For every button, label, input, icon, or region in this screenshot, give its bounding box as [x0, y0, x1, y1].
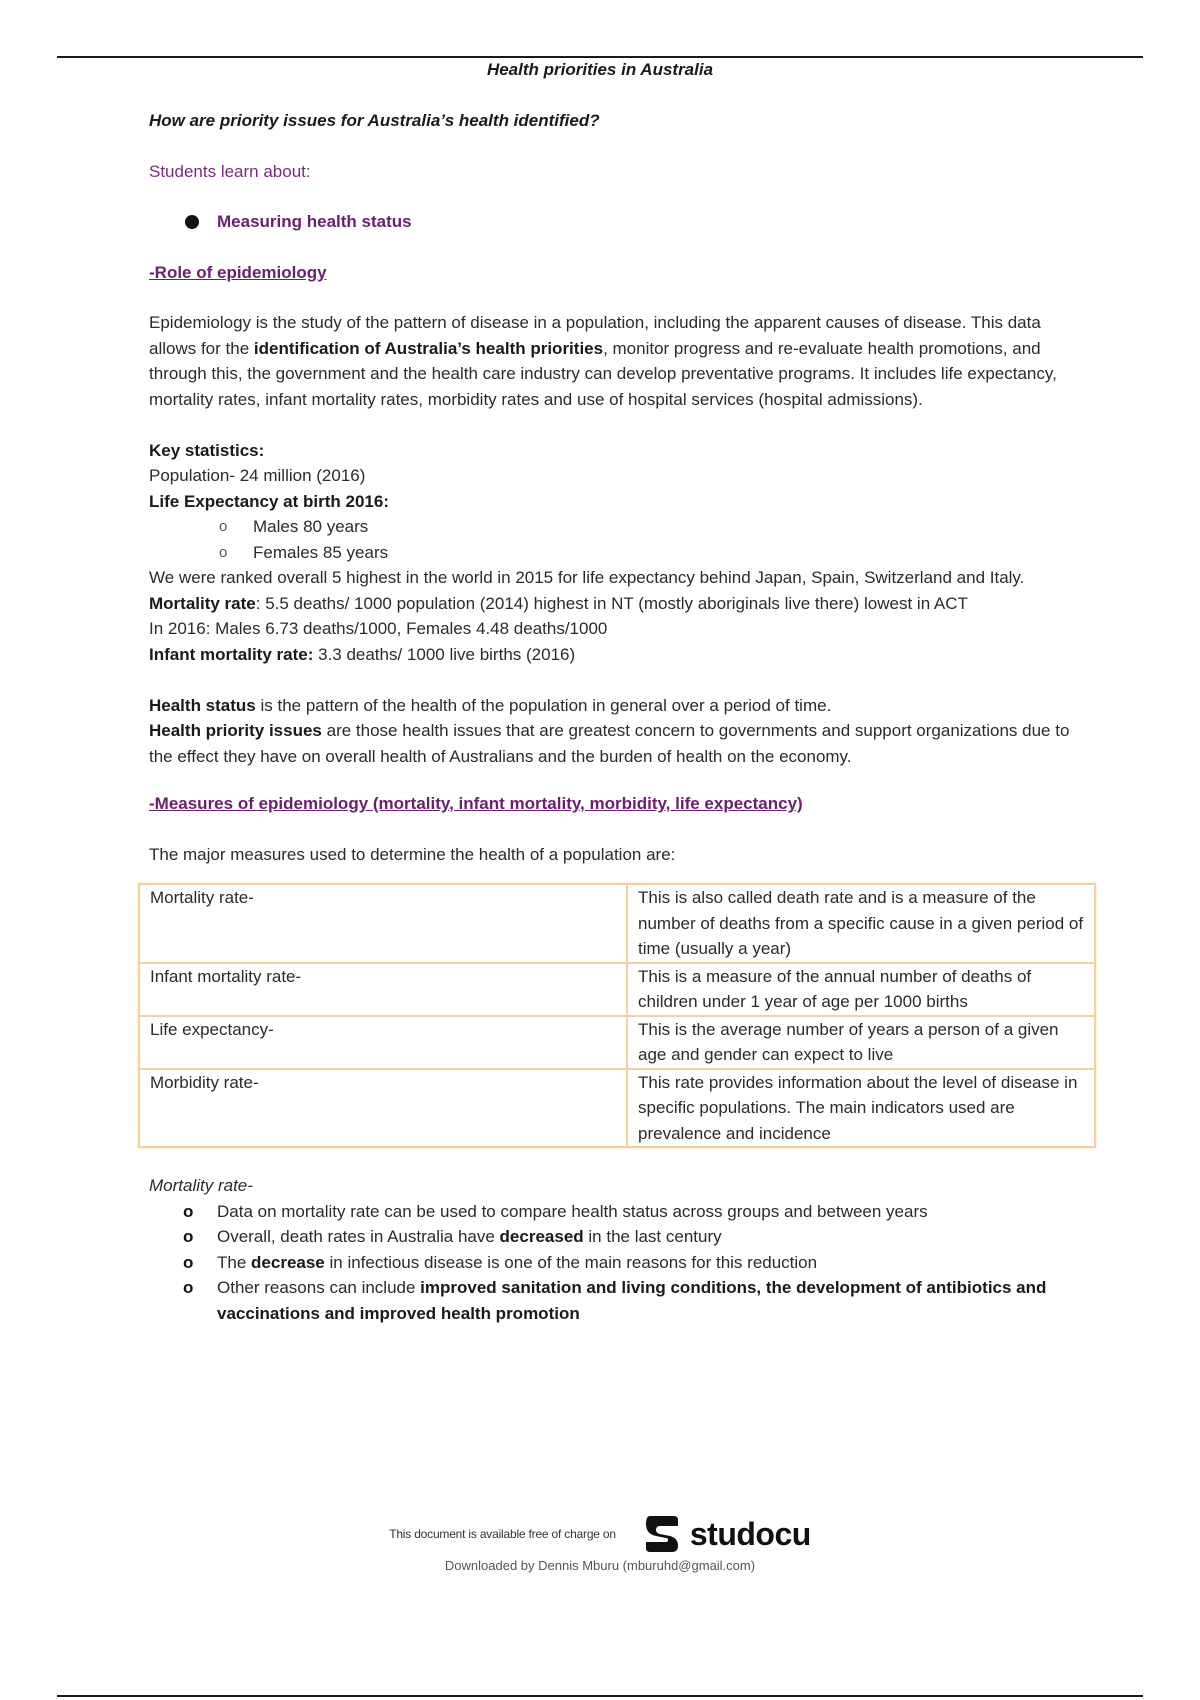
header-rule — [57, 56, 1143, 58]
text-run: in the last century — [583, 1227, 722, 1246]
term-cell: Morbidity rate- — [139, 1069, 627, 1148]
list-item — [183, 1199, 1089, 1225]
bold-run: improved sanitation and living conditions, the development of antibiotics and vaccinations and improved health promotion — [217, 1278, 1047, 1323]
text-run: Other reasons can include — [217, 1278, 421, 1297]
life-expectancy-list — [149, 514, 1089, 565]
mortality-bullets — [149, 1199, 1089, 1327]
section-heading-measures: -Measures of epidemiology (mortality, infant mortality, morbidity, life expectancy) — [149, 794, 803, 813]
list-item-text: Males 80 years — [253, 517, 369, 536]
bold-run: Health status — [149, 695, 256, 715]
bold-run: decreased — [499, 1227, 584, 1246]
list-item-text: Females 85 years — [253, 542, 389, 562]
bullet-icon — [185, 215, 199, 229]
studocu-logo-icon — [640, 1512, 684, 1556]
list-item — [183, 1275, 1089, 1326]
definitions — [149, 693, 1089, 770]
focus-question: How are priority issues for Australia’s health identified? — [149, 111, 600, 130]
table-row — [139, 963, 1095, 1016]
term-cell: Life expectancy- — [139, 1016, 627, 1069]
mortality-subheading: Mortality rate- — [149, 1176, 253, 1195]
footer-rule — [57, 1695, 1143, 1697]
text-run: The — [217, 1252, 252, 1272]
health-priority-definition — [149, 718, 1089, 769]
life-expectancy-heading: Life Expectancy at birth 2016: — [149, 491, 389, 511]
term-cell: Mortality rate- — [139, 884, 627, 963]
circle-bullet-icon: o — [183, 1278, 194, 1297]
text-run: Epidemiology is the study of the pattern of disease in a population, including the apparent causes of disease. This data allows for the — [149, 313, 1041, 358]
term-cell: Infant mortality rate- — [139, 963, 627, 1016]
bold-run: Health priority issues — [149, 721, 322, 740]
mortality-2016-stat: In 2016: Males 6.73 deaths/1000, Females 4.48 deaths/1000 — [149, 619, 608, 638]
list-item — [219, 540, 1089, 566]
health-status-definition — [149, 693, 1089, 719]
measures-intro: The major measures used to determine the health of a population are: — [149, 844, 676, 864]
downloaded-by-text: Downloaded by Dennis Mburu (mburuhd@gmail.com) — [444, 1558, 756, 1573]
topic-label: Measuring health status — [217, 212, 412, 231]
definition-cell: This is the average number of years a person of a given age and gender can expect to live — [627, 1016, 1095, 1069]
circle-bullet-icon: o — [183, 1252, 194, 1272]
ranking-stat: We were ranked overall 5 highest in the world in 2015 for life expectancy behind Japan, Spain, Switzerland and Italy. — [149, 568, 1025, 587]
text-run: Data on mortality rate can be used to compare health status across groups and between years — [217, 1201, 928, 1221]
key-statistics — [149, 438, 1089, 668]
table-row — [139, 1016, 1095, 1069]
topic-item — [149, 209, 1089, 235]
availability-text: This document is available free of charge on — [389, 1527, 616, 1541]
definition-cell: This is a measure of the annual number of deaths of children under 1 year of age per 1000 births — [627, 963, 1095, 1016]
key-stats-heading: Key statistics: — [149, 440, 265, 460]
circle-bullet-icon: o — [219, 518, 228, 535]
infant-mortality-stat — [149, 642, 1089, 668]
bold-run: Mortality rate — [149, 593, 256, 613]
section-heading-role: -Role of epidemiology — [149, 262, 327, 282]
page-title: Health priorities in Australia — [486, 60, 714, 79]
footer-availability — [0, 1512, 1200, 1556]
measures-table — [138, 883, 1096, 1148]
document-body — [149, 108, 1089, 1326]
text-run: in infectious disease is one of the main reasons for this reduction — [324, 1252, 818, 1272]
definition-cell: This rate provides information about the level of disease in specific populations. The main indicators used are prevalence and incidence — [627, 1069, 1095, 1148]
bold-run: decrease — [251, 1252, 325, 1272]
circle-bullet-icon: o — [183, 1201, 194, 1221]
studocu-brand-name: studocu — [689, 1515, 811, 1552]
studocu-logo-link[interactable] — [640, 1512, 811, 1556]
text-run: is the pattern of the health of the population in general over a period of time. — [255, 695, 832, 715]
definition-cell: This is also called death rate and is a measure of the number of deaths from a specific cause in a given period of time (usually a year) — [627, 884, 1095, 963]
epidemiology-paragraph — [149, 310, 1089, 412]
studocu-footer — [0, 1512, 1200, 1573]
text-run: are those health issues that are greatest concern to governments and support organizations due to the effect they have on overall health of Australians and the burden of health on the economy. — [149, 721, 1070, 766]
list-item — [183, 1250, 1089, 1276]
list-item — [183, 1224, 1089, 1250]
students-learn-label: Students learn about: — [149, 161, 311, 181]
bold-run: identification of Australia’s health priorities — [253, 338, 604, 358]
mortality-stat — [149, 591, 1089, 617]
table-row — [139, 1069, 1095, 1148]
text-run: 3.3 deaths/ 1000 live births (2016) — [313, 644, 576, 664]
list-item — [219, 514, 1089, 540]
circle-bullet-icon: o — [219, 543, 228, 561]
table-row — [139, 884, 1095, 963]
text-run: : 5.5 deaths/ 1000 population (2014) highest in NT (mostly aboriginals live there) lowest in ACT — [255, 593, 968, 613]
text-run: , monitor progress and re-evaluate health promotions, and through this, the government and the health care industry can develop preventative programs. It includes life expectancy, mortality rates, infant mortality rates, morbidity rates and use of hospital services (hospital admissions). — [149, 338, 1057, 409]
circle-bullet-icon: o — [183, 1227, 194, 1246]
bold-run: Infant mortality rate: — [149, 644, 314, 664]
text-run: Overall, death rates in Australia have — [217, 1227, 500, 1246]
population-stat: Population- 24 million (2016) — [149, 466, 366, 485]
